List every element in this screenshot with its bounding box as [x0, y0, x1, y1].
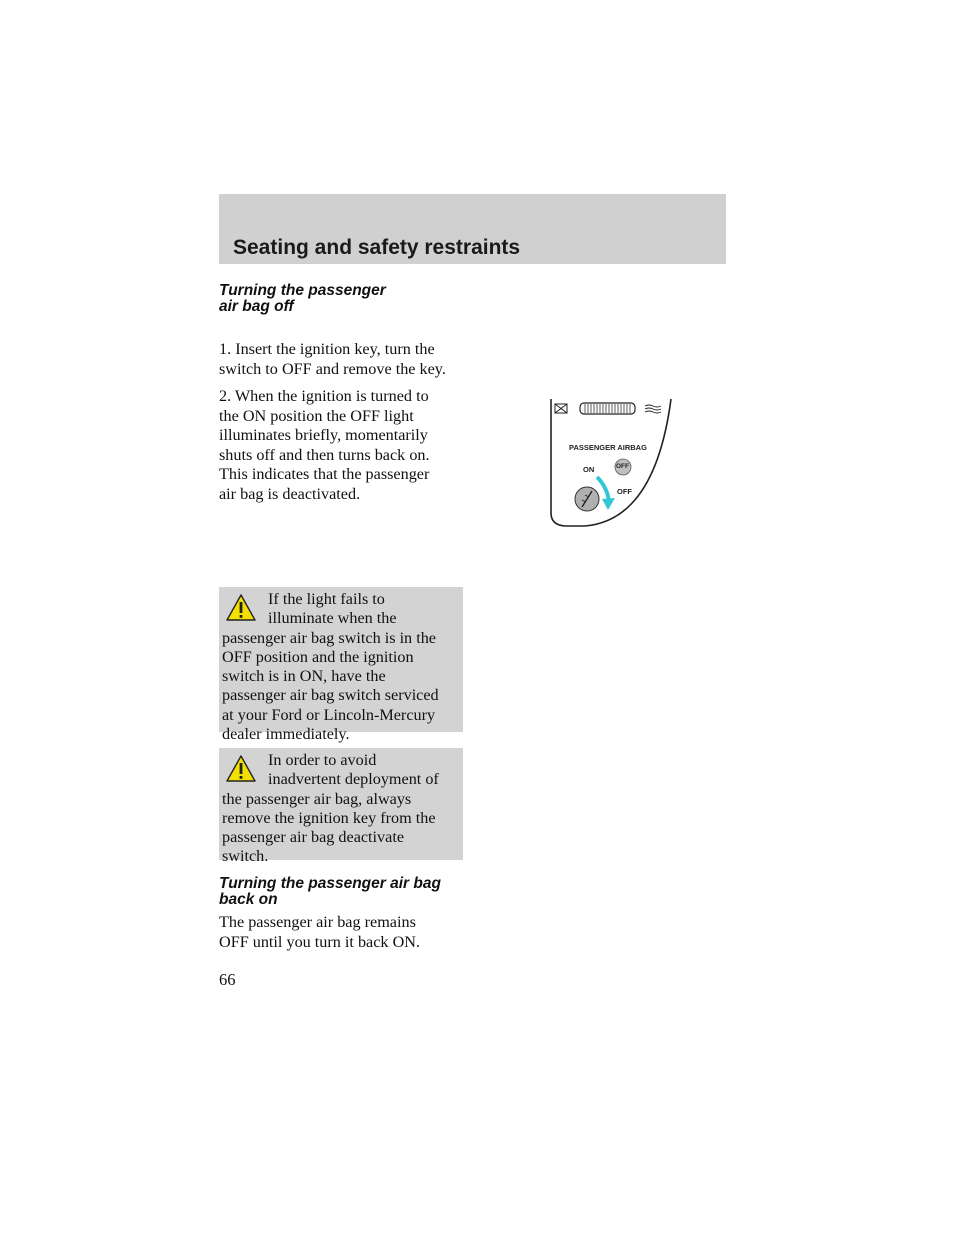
heading-turning-off-line2: air bag off — [219, 298, 294, 315]
step-2-line: air bag is deactivated. — [219, 484, 361, 503]
turning-on-body — [219, 913, 469, 952]
turn-arrow-head — [602, 498, 615, 510]
page-number: 66 — [219, 970, 236, 989]
warning-1-line: If the light fails to — [268, 590, 385, 608]
warning-1-line: dealer immediately. — [222, 725, 350, 744]
warning-2-line: switch. — [222, 847, 269, 866]
warning-2-line: passenger air bag deactivate — [222, 828, 405, 847]
warning-2-line: inadvertent deployment of — [268, 770, 439, 789]
diagram-off-label: OFF — [617, 487, 632, 496]
warning-1-text — [222, 590, 462, 744]
panel-outline — [551, 399, 671, 526]
step-2-line: This indicates that the passenger — [219, 465, 430, 483]
warning-box-1 — [219, 587, 463, 744]
heading-turning-on-line1: Turning the passenger air bag — [219, 875, 441, 892]
diagram-on-label: ON — [583, 465, 595, 474]
section-header — [219, 194, 726, 264]
airbag-switch-illustration — [545, 395, 675, 530]
turning-on-body-line: The passenger air bag remains — [219, 913, 416, 931]
warning-2-line: In order to avoid — [268, 751, 377, 769]
heading-turning-off-line1: Turning the passenger — [219, 282, 386, 299]
diagram-title: PASSENGER AIRBAG — [569, 443, 647, 452]
step-1-line: 1. Insert the ignition key, turn the — [219, 340, 435, 358]
heading-turning-off — [219, 283, 464, 315]
step-2-line: 2. When the ignition is turned to — [219, 387, 429, 405]
warning-1-line: illuminate when the — [268, 609, 397, 628]
heading-turning-on-line2: back on — [219, 891, 278, 908]
warning-2-text — [222, 751, 462, 867]
warning-2-line: the passenger air bag, always — [222, 789, 412, 808]
airbag-switch-diagram — [545, 395, 675, 530]
defrost-icon — [645, 405, 661, 413]
warning-1-line: passenger air bag switch serviced — [222, 686, 439, 705]
step-2-line: the ON position the OFF light — [219, 406, 414, 425]
section-title: Seating and safety restraints — [233, 236, 521, 259]
turning-on-body-line: OFF until you turn it back ON. — [219, 932, 420, 951]
warning-box-2 — [219, 748, 463, 866]
step-1-line: switch to OFF and remove the key. — [219, 359, 446, 378]
warning-1-line: at your Ford or Lincoln-Mercury — [222, 705, 436, 724]
step-2-line: illuminates briefly, momentarily — [219, 426, 428, 444]
step-2 — [219, 387, 469, 504]
heading-turning-on — [219, 876, 469, 908]
step-1 — [219, 340, 469, 379]
warning-1-line: passenger air bag switch is in the — [222, 628, 436, 647]
warning-1-line: OFF position and the ignition — [222, 647, 414, 666]
diagram-off-indicator-label: OFF — [616, 463, 629, 470]
warning-2-line: remove the ignition key from the — [222, 808, 436, 827]
step-2-line: shuts off and then turns back on. — [219, 445, 430, 464]
warning-1-line: switch is in ON, have the — [222, 667, 386, 686]
